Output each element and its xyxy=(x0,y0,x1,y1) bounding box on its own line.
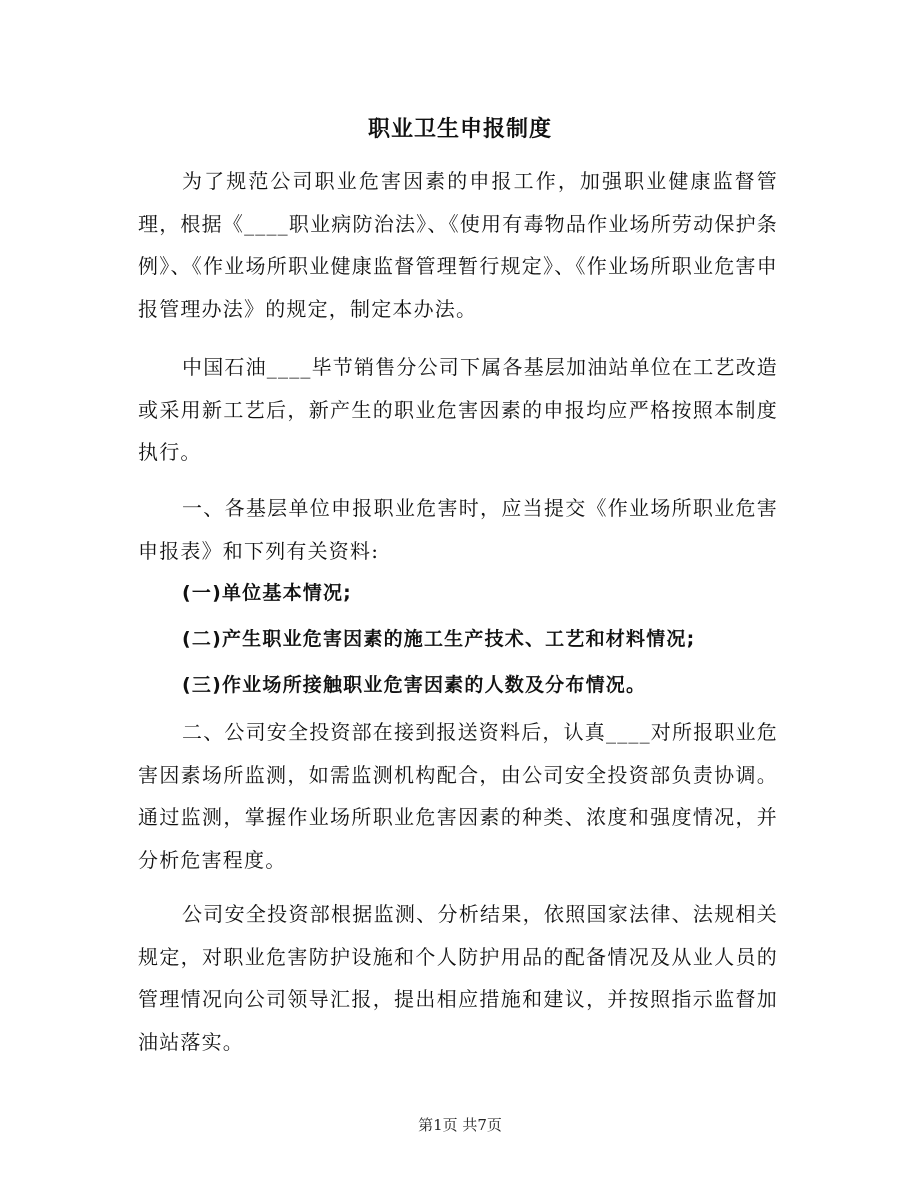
list-item-2: (二)产生职业危害因素的施工生产技术、工艺和材料情况; xyxy=(182,628,696,650)
page-number: 第1页 共7页 xyxy=(418,1116,502,1134)
paragraph-report: 公司安全投资部根据监测、分析结果，依照国家法律、法规相关规定，对职业危害防护设施和个人防护用品的配备情况及从业人员的管理情况向公司领导汇报，提出相应措施和建议，并按照指示监督加油站落实。 xyxy=(138,902,778,1054)
paragraph-scope: 中国石油____毕节销售分公司下属各基层加油站单位在工艺改造或采用新工艺后，新产生的职业危害因素的申报均应严格按照本制度执行。 xyxy=(138,355,778,464)
list-item-1: (一)单位基本情况; xyxy=(182,582,352,604)
paragraph-section-2: 二、公司安全投资部在接到报送资料后，认真____对所报职业危害因素场所监测，如需监测机构配合，由公司安全投资部负责协调。通过监测，掌握作业场所职业危害因素的种类、浓度和强度情况，并分析危害程度。 xyxy=(138,720,778,872)
paragraph-section-1: 一、各基层单位申报职业危害时，应当提交《作业场所职业危害申报表》和下列有关资料: xyxy=(138,496,778,563)
document-title: 职业卫生申报制度 xyxy=(367,117,552,142)
paragraph-intro: 为了规范公司职业危害因素的申报工作，加强职业健康监督管理，根据《____职业病防治法》、《使用有毒物品作业场所劳动保护条例》、《作业场所职业健康监督管理暂行规定》、《作业场所职业危害申报管理办法》的规定，制定本办法。 xyxy=(138,169,778,321)
list-item-3: (三)作业场所接触职业危害因素的人数及分布情况。 xyxy=(182,674,647,696)
